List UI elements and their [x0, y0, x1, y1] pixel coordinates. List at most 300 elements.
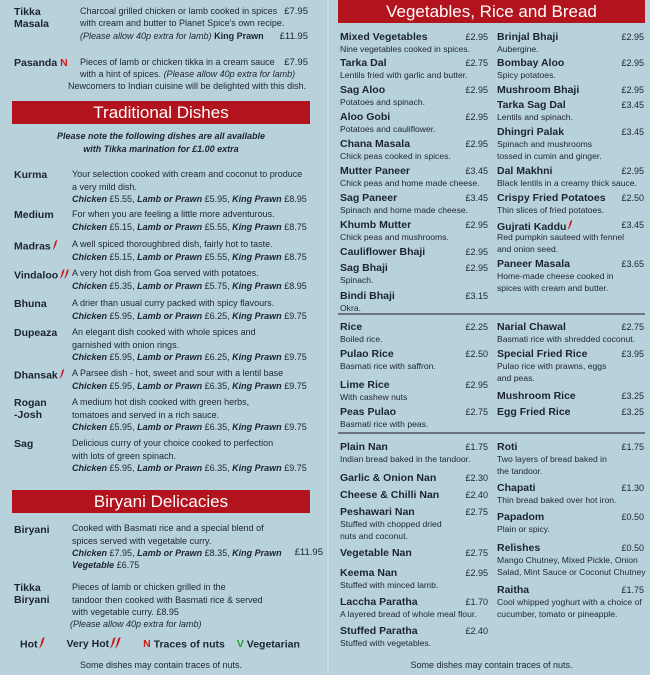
- item-desc: With cashew nuts: [340, 392, 408, 402]
- item-desc: Aubergine.: [497, 44, 539, 54]
- price-label: Chicken: [72, 352, 108, 362]
- tikka-masala-name: Tikka: [14, 6, 41, 18]
- dish-name: [14, 298, 47, 310]
- tikka-biryani-name: Tikka: [14, 582, 41, 594]
- item-name-text: Special Fried Rice: [497, 348, 588, 360]
- item-name: [340, 262, 388, 275]
- pasanda-price: £7.95: [284, 57, 308, 68]
- item-name-text: Pulao Rice: [340, 348, 394, 360]
- price-label: Chicken: [72, 310, 108, 321]
- price-label: Lamb or Prawn: [137, 310, 203, 321]
- dish-desc: An elegant dish cooked with whole spices and: [72, 327, 256, 337]
- item-name-text: Gujrati Kaddu: [497, 220, 567, 233]
- item-name: [340, 547, 412, 560]
- price-value: £5.95: [109, 463, 133, 473]
- item-price: £2.50: [621, 193, 644, 203]
- item-name: [497, 406, 571, 419]
- item-price: £2.40: [465, 490, 488, 500]
- tikka-masala-note-line: [80, 30, 264, 43]
- item-name-text: Crispy Fried Potatoes: [497, 192, 606, 204]
- item-name-text: Tarka Dal: [340, 57, 387, 69]
- item-desc: Salad, Mint Sauce or Coconut Chutney: [497, 566, 646, 577]
- item-name: [497, 542, 540, 555]
- item-name: [497, 390, 576, 403]
- price-value: £5.55: [109, 194, 133, 204]
- dish-desc: A very hot dish from Goa served with potatoes.: [72, 268, 259, 278]
- very-hot-chilli-icon: [109, 636, 123, 653]
- price-label: Lamb or Prawn: [137, 422, 203, 432]
- item-name: [497, 165, 552, 178]
- item-price: £2.25: [465, 322, 488, 332]
- item-price: £2.95: [465, 32, 488, 42]
- item-name: [340, 596, 418, 609]
- dish-prices: Chicken £5.55, Lamb or Prawn £5.95, King Prawn £8.95: [72, 194, 307, 204]
- item-price: £0.50: [621, 512, 644, 522]
- price-label: Lamb or Prawn: [137, 380, 203, 391]
- item-name-text: Dhingri Palak: [497, 126, 565, 138]
- tikka-biryani-desc: with vegetable curry. £8.95: [72, 607, 179, 617]
- legend-veg: Vegetarian: [246, 638, 300, 651]
- item-price: £3.45: [621, 100, 644, 110]
- item-name: [497, 348, 587, 361]
- item-name: [340, 192, 397, 205]
- traditional-dishes-banner: Traditional Dishes: [12, 101, 310, 124]
- price-label: King Prawn: [232, 548, 282, 558]
- item-desc: Mango Chutney, Mixed Pickle, Onion: [497, 555, 638, 565]
- item-price: £2.40: [465, 626, 488, 636]
- item-desc: and onion seed.: [497, 243, 559, 254]
- pasanda-desc-3: Newcomers to Indian cuisine will be delighted with this dish.: [68, 81, 307, 91]
- lamb-note: (Please allow 40p extra for lamb): [80, 31, 212, 41]
- item-desc: Thin slices of fried potatoes.: [497, 205, 604, 215]
- item-desc: and peas.: [497, 372, 535, 383]
- dish-name-text: Bhuna: [14, 298, 47, 310]
- divider: [338, 313, 645, 315]
- price-value: £6.25: [204, 352, 228, 362]
- item-price: £2.95: [465, 263, 488, 273]
- item-desc: spices with cream and butter.: [497, 282, 609, 293]
- item-desc: Basmati rice with shredded coconut.: [497, 334, 636, 344]
- item-name-text: Peas Pulao: [340, 406, 397, 418]
- item-desc: Indian bread baked in the tandoor.: [340, 454, 471, 464]
- price-value: £8.95: [284, 194, 307, 204]
- item-name-text: Brinjal Bhaji: [497, 31, 559, 43]
- dish-name: [14, 327, 57, 339]
- item-name: [497, 99, 566, 112]
- item-name: [497, 31, 558, 44]
- item-name-text: Aloo Gobi: [340, 111, 391, 123]
- item-name-text: Egg Fried Rice: [497, 406, 571, 418]
- item-name-text: Khumb Mutter: [340, 219, 412, 231]
- item-name: [497, 584, 529, 597]
- price-value: £6.35: [204, 380, 228, 391]
- price-label: King Prawn: [232, 221, 282, 232]
- item-desc: Spinach and mushrooms: [497, 139, 593, 149]
- price-label: Chicken: [72, 422, 108, 432]
- dish-name: [14, 239, 60, 254]
- price-label: King Prawn: [232, 280, 282, 291]
- price-label: Chicken: [72, 194, 108, 204]
- item-price: £2.95: [621, 85, 644, 95]
- item-price: £3.45: [621, 127, 644, 137]
- item-price: £3.95: [621, 349, 644, 359]
- pasanda-desc2: with a hint of spices.: [80, 69, 162, 79]
- item-price: £1.75: [621, 585, 644, 595]
- item-desc: Two layers of bread baked in: [497, 454, 607, 464]
- tikka-masala-desc: with cream and butter to Planet Spice's own recipe.: [80, 18, 285, 28]
- dish-name: [14, 368, 67, 383]
- item-desc: Black lentils in a creamy thick sauce.: [497, 178, 637, 188]
- item-name-text: Bombay Aloo: [497, 57, 565, 69]
- item-price: £2.95: [621, 32, 644, 42]
- item-name: [340, 57, 387, 70]
- item-price: £1.75: [621, 442, 644, 452]
- tikka-biryani-name: Biryani: [14, 594, 50, 606]
- item-price: £1.30: [621, 483, 644, 493]
- dish-prices: Chicken £5.95, Lamb or Prawn £6.35, King Prawn £9.75: [72, 422, 307, 432]
- item-price: £2.75: [465, 58, 488, 68]
- item-price: £3.25: [621, 407, 644, 417]
- item-desc: Basmati rice with peas.: [340, 419, 429, 429]
- dish-name-text: Dupeaza: [14, 327, 58, 339]
- item-desc: Spicy potatoes.: [497, 70, 556, 80]
- price-value: £9.75: [284, 352, 307, 362]
- item-name-text: Tarka Sag Dal: [497, 99, 566, 111]
- item-name-text: Papadom: [497, 511, 545, 523]
- price-value: £8.75: [284, 221, 307, 232]
- biryani-prices: Chicken £7.95, Lamb or Prawn £8.35, King Prawn: [72, 548, 282, 558]
- item-name: [340, 379, 390, 392]
- price-label: King Prawn: [232, 463, 282, 473]
- dish-prices: Chicken £5.95, Lamb or Prawn £6.25, King Prawn £9.75: [72, 352, 307, 362]
- item-desc: A layered bread of whole meal flour.: [340, 609, 477, 619]
- biryani-name: Biryani: [14, 524, 50, 536]
- item-name-text: Rice: [340, 321, 363, 333]
- item-name: [340, 567, 397, 580]
- tikka-masala-king-price: £11.95: [279, 31, 308, 42]
- vegetables-rice-bread-banner: Vegetables, Rice and Bread: [338, 0, 645, 23]
- item-price: £2.30: [465, 473, 488, 483]
- price-value: £9.75: [284, 380, 307, 391]
- item-name: [340, 84, 385, 97]
- item-name: [497, 441, 517, 454]
- biryani-veg-price: [72, 559, 139, 572]
- item-name-text: Vegetable Nan: [340, 547, 412, 559]
- price-label: Lamb or Prawn: [137, 194, 203, 204]
- item-name: [497, 57, 564, 70]
- item-desc: Red pumpkin sauteed with fennel: [497, 232, 625, 242]
- price-label: Lamb or Prawn: [137, 280, 203, 291]
- legend-very-hot: Very Hot: [66, 638, 110, 651]
- price-value: £5.55: [204, 221, 228, 232]
- pasanda-name: [14, 57, 68, 69]
- item-name: [497, 511, 544, 524]
- item-name-text: Cheese & Chilli Nan: [340, 489, 440, 501]
- price-label: Lamb or Prawn: [137, 548, 203, 558]
- dish-name-text: Madras: [14, 240, 51, 253]
- item-name: [340, 348, 394, 361]
- item-price: £2.95: [465, 220, 488, 230]
- item-name: [340, 138, 410, 151]
- legend-nuts: Traces of nuts: [153, 638, 225, 651]
- dish-desc: with lots of green spinach.: [72, 450, 177, 461]
- king-prawn-price: £11.95: [294, 547, 323, 558]
- item-name: [497, 482, 536, 495]
- item-price: £2.75: [465, 548, 488, 558]
- item-desc: Stuffed with vegetables.: [340, 638, 432, 648]
- item-desc: Cool whipped yoghurt with a choice of: [497, 597, 642, 607]
- item-name: [340, 219, 411, 232]
- item-name: [340, 321, 362, 334]
- dish-name-text: Vindaloo: [14, 269, 59, 282]
- price-value: £5.95: [109, 380, 133, 391]
- item-desc: Basmati rice with saffron.: [340, 361, 436, 371]
- item-name: [497, 192, 606, 205]
- item-price: £2.95: [465, 85, 488, 95]
- price-value: £9.75: [284, 310, 307, 321]
- item-name-text: Sag Bhaji: [340, 262, 388, 274]
- item-desc: the tandoor.: [497, 465, 543, 476]
- price-value: £5.75: [204, 280, 228, 291]
- item-name: [340, 441, 388, 454]
- item-price: £3.45: [465, 166, 488, 176]
- price-value: £5.95: [109, 310, 133, 321]
- dish-desc: A medium hot dish cooked with green herbs,: [72, 397, 250, 407]
- item-desc: Chick peas and home made cheese.: [340, 178, 480, 188]
- item-price: £2.95: [465, 568, 488, 578]
- price-value: £5.55: [204, 251, 228, 262]
- footer-note: Some dishes may contain traces of nuts.: [79, 660, 243, 670]
- legend: [20, 636, 300, 653]
- price-value: £6.35: [204, 422, 228, 432]
- price-label: King Prawn: [232, 352, 282, 362]
- item-price: £3.65: [621, 259, 644, 269]
- price-label: Chicken: [72, 463, 108, 473]
- legend-veg-mark: V: [236, 638, 244, 651]
- item-name: [340, 165, 410, 178]
- dish-desc: A well spiced thoroughbred dish, fairly hot to taste.: [72, 239, 273, 249]
- legend-hot: Hot: [20, 638, 38, 651]
- very-hot-chilli-icon: [58, 268, 72, 283]
- dish-prices: Chicken £5.15, Lamb or Prawn £5.55, King Prawn £8.75: [72, 221, 307, 232]
- price-value: £8.35: [204, 548, 228, 558]
- dish-desc: For when you are feeling a little more adventurous.: [72, 209, 275, 219]
- price-label: Lamb or Prawn: [137, 352, 203, 362]
- dish-prices: Chicken £5.35, Lamb or Prawn £5.75, King Prawn £8.95: [72, 280, 307, 291]
- item-price: £3.45: [465, 193, 488, 203]
- item-desc: nuts and coconut.: [340, 530, 408, 541]
- item-desc: Nine vegetables cooked in spices.: [340, 44, 470, 54]
- pasanda-label: Pasanda: [14, 57, 58, 69]
- price-value: £5.95: [204, 194, 228, 204]
- item-name-text: Chapati: [497, 482, 536, 494]
- item-name-text: Garlic & Onion Nan: [340, 472, 437, 484]
- dish-name-text: Dhansak: [14, 369, 58, 382]
- price-value: £7.95: [109, 548, 133, 558]
- item-name: [340, 489, 439, 502]
- item-name: [497, 84, 579, 97]
- item-price: £2.95: [465, 112, 488, 122]
- item-name: [340, 111, 390, 124]
- biryani-desc: Cooked with Basmati rice and a special blend of: [72, 523, 264, 533]
- item-name: [340, 506, 415, 519]
- lamb-note: (Please allow 40p extra for lamb): [70, 619, 202, 629]
- tikka-masala-price: £7.95: [284, 6, 308, 17]
- item-desc: Spinach.: [340, 275, 374, 285]
- item-desc: Potatoes and spinach.: [340, 97, 426, 107]
- price-value: £8.75: [284, 251, 307, 262]
- item-name-text: Paneer Masala: [497, 258, 570, 270]
- biryani-banner: Biryani Delicacies: [12, 490, 310, 513]
- item-price: £2.75: [465, 507, 488, 517]
- hot-chilli-icon: [58, 368, 67, 383]
- item-desc: Lentils fried with garlic and butter.: [340, 70, 468, 80]
- item-name: [497, 126, 564, 139]
- price-value: £6.25: [204, 310, 228, 321]
- dish-desc: tomatoes and served in a rich sauce.: [72, 409, 220, 420]
- price-value: £5.95: [109, 422, 133, 432]
- item-price: £2.95: [621, 58, 644, 68]
- price-value: £8.95: [284, 280, 307, 291]
- divider: [338, 432, 645, 434]
- item-price: £2.50: [465, 349, 488, 359]
- price-label: Vegetable: [72, 560, 115, 570]
- nuts-marker: N: [60, 57, 68, 69]
- tikka-note: Please note the following dishes are all available: [56, 131, 266, 141]
- price-value: £6.35: [204, 463, 228, 473]
- item-name: [340, 625, 418, 638]
- dish-name-text: Sag: [14, 438, 34, 450]
- item-name: [340, 246, 425, 259]
- item-desc: Okra.: [340, 303, 362, 313]
- dish-prices: Chicken £5.95, Lamb or Prawn £6.35, King Prawn £9.75: [72, 380, 307, 391]
- item-desc: tossed in cumin and ginger.: [497, 150, 602, 161]
- biryani-desc: spices served with vegetable curry.: [72, 536, 212, 546]
- price-label: Chicken: [72, 548, 108, 558]
- item-name-text: Bindi Bhaji: [340, 290, 395, 302]
- item-name: [340, 406, 396, 419]
- item-desc: Home-made cheese cooked in: [497, 271, 614, 281]
- item-name-text: Mushroom Bhaji: [497, 84, 580, 96]
- dish-desc: a very mild dish.: [72, 181, 138, 192]
- item-name: [340, 31, 428, 44]
- tikka-biryani-desc: tandoor then cooked with Basmati rice & served: [72, 594, 263, 605]
- price-label: Chicken: [72, 251, 108, 262]
- item-name-text: Stuffed Paratha: [340, 625, 418, 637]
- dish-name: [14, 209, 54, 221]
- price-label: Lamb or Prawn: [137, 251, 203, 262]
- king-prawn-label: King Prawn: [214, 31, 264, 41]
- pasanda-desc-2: [80, 68, 295, 81]
- item-price: £2.95: [465, 380, 488, 390]
- item-name-text: Plain Nan: [340, 441, 388, 453]
- price-value: £5.15: [109, 251, 133, 262]
- item-name: [340, 472, 436, 485]
- price-label: Chicken: [72, 221, 108, 232]
- item-price: £3.45: [621, 220, 644, 230]
- price-label: Chicken: [72, 280, 108, 291]
- price-value: £6.75: [116, 560, 140, 570]
- item-name-text: Cauliflower Bhaji: [340, 246, 426, 258]
- dish-prices: Chicken £5.95, Lamb or Prawn £6.25, King Prawn £9.75: [72, 310, 307, 321]
- dish-prices: Chicken £5.95, Lamb or Prawn £6.35, King Prawn £9.75: [72, 463, 307, 473]
- dish-name-text: Medium: [14, 209, 54, 221]
- item-desc: Chick peas cooked in spices.: [340, 151, 451, 161]
- item-name-text: Keema Nan: [340, 567, 398, 579]
- tikka-masala-desc: Charcoal grilled chicken or lamb cooked in spices: [80, 6, 278, 16]
- price-value: £5.95: [109, 352, 133, 362]
- price-label: Lamb or Prawn: [137, 463, 203, 473]
- price-label: King Prawn: [232, 422, 282, 432]
- tikka-biryani-desc: Pieces of lamb or chicken grilled in the: [72, 582, 226, 592]
- item-desc: Chick peas and mushrooms.: [340, 232, 449, 242]
- item-name-text: Raitha: [497, 584, 530, 596]
- item-name: [340, 290, 395, 303]
- dish-name-text: Kurma: [14, 169, 48, 181]
- price-value: £9.75: [284, 463, 307, 473]
- item-name-text: Peshawari Nan: [340, 506, 415, 518]
- price-label: Chicken: [72, 380, 108, 391]
- item-name-text: Relishes: [497, 542, 541, 554]
- item-desc: Stuffed with minced lamb.: [340, 580, 439, 590]
- legend-nuts-mark: N: [143, 638, 151, 651]
- item-desc: Pulao rice with prawns, eggs: [497, 361, 607, 371]
- dish-name: [14, 438, 33, 450]
- dish-desc: Your selection cooked with cream and coconut to produce: [72, 169, 303, 179]
- item-name-text: Mutter Paneer: [340, 165, 411, 177]
- item-desc: Plain or spicy.: [497, 524, 550, 534]
- dish-name-text: -Josh: [14, 409, 43, 421]
- dish-desc: Delicious curry of your choice cooked to perfection: [72, 438, 274, 448]
- page-fold: [326, 0, 330, 675]
- item-price: £2.95: [621, 166, 644, 176]
- hot-chilli-icon: [38, 636, 47, 653]
- footer-note: Some dishes may contain traces of nuts.: [410, 660, 573, 670]
- dish-desc: A Parsee dish - hot, sweet and sour with a lentil base: [72, 368, 284, 378]
- item-name-text: Roti: [497, 441, 518, 453]
- item-name-text: Dal Makhni: [497, 165, 553, 177]
- item-price: £3.25: [621, 391, 644, 401]
- dish-name-text: Rogan: [14, 397, 47, 409]
- item-price: £2.75: [465, 407, 488, 417]
- item-name-text: Chana Masala: [340, 138, 411, 150]
- price-value: £5.35: [109, 280, 133, 291]
- item-desc: Boiled rice.: [340, 334, 383, 344]
- dish-name: [14, 169, 47, 181]
- dish-desc: A drier than usual curry packed with spicy flavours.: [72, 298, 275, 308]
- item-name-text: Mushroom Rice: [497, 390, 576, 402]
- item-desc: Lentils and spinach.: [497, 112, 573, 122]
- item-desc: Potatoes and cauliflower.: [340, 124, 436, 134]
- item-name: [497, 321, 566, 334]
- price-value: £9.75: [284, 422, 307, 432]
- price-value: £5.15: [109, 221, 133, 232]
- price-label: King Prawn: [232, 251, 282, 262]
- item-name-text: Lime Rice: [340, 379, 390, 391]
- price-label: King Prawn: [232, 310, 282, 321]
- dish-name: [14, 409, 42, 421]
- item-price: £3.15: [465, 291, 488, 301]
- tikka-masala-name-2: Masala: [14, 18, 50, 30]
- price-label: King Prawn: [232, 194, 282, 204]
- price-label: Lamb or Prawn: [137, 221, 203, 232]
- item-name-text: Sag Aloo: [340, 84, 386, 96]
- dish-prices: Chicken £5.15, Lamb or Prawn £5.55, King Prawn £8.75: [72, 251, 307, 262]
- price-label: King Prawn: [232, 380, 282, 391]
- pasanda-desc: Pieces of lamb or chicken tikka in a cream sauce: [80, 57, 275, 67]
- item-price: £2.95: [465, 139, 488, 149]
- dish-desc: garnished with onion rings.: [72, 339, 180, 350]
